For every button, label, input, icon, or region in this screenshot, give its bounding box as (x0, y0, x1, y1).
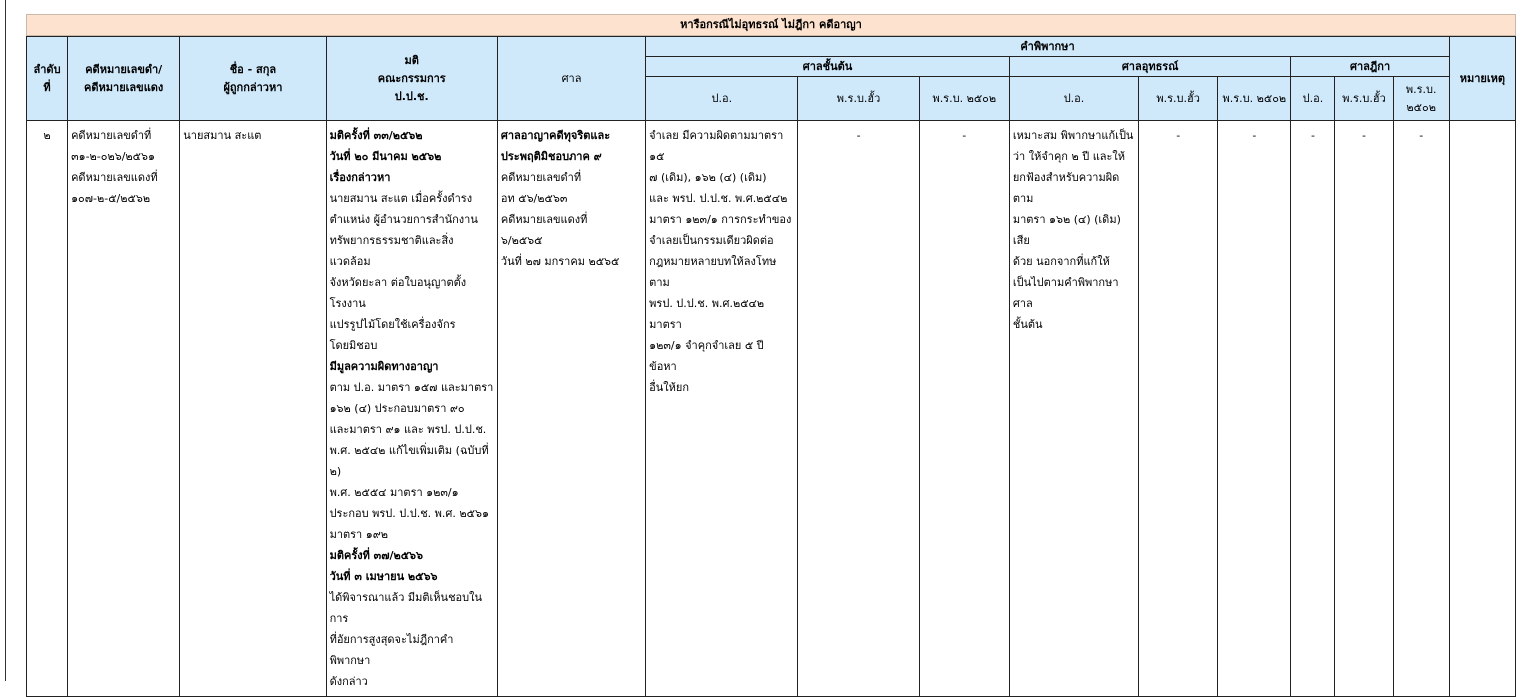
header-supreme-prb-2502: พ.ร.บ. ๒๕๐๒ (1393, 77, 1449, 121)
header-supreme-po: ป.อ. (1291, 77, 1335, 121)
cell-case-no: คดีหมายเลขดำที่ ๓๑-๒-๐๒๖/๒๕๖๑ คดีหมายเลขแดงที่ ๑๐๗-๒-๕/๒๕๖๒ (68, 121, 180, 697)
header-appeal: ศาลอุทธรณ์ (1009, 57, 1291, 77)
cell-supreme-prb-hua: - (1335, 121, 1393, 697)
text-line: มาตรา ๑๙๒ (329, 528, 389, 541)
header-appeal-po: ป.อ. (1009, 77, 1138, 121)
header-first-prb-hua: พ.ร.บ.ฮั้ว (798, 77, 919, 121)
header-case-no: คดีหมายเลขดำ/ คดีหมายเลขแดง (68, 37, 180, 121)
text-line: ศาลอาญาคดีทุจริตและ (500, 129, 611, 142)
text-line: ๑๖๒ (๔) ประกอบมาตรา ๙๐ (329, 402, 465, 415)
cell-first-prb-2502: - (919, 121, 1009, 697)
text-line: และมาตรา ๙๑ และ พรป. ป.ป.ช. (329, 423, 487, 436)
header-resolution: มติ คณะกรรมการ ป.ป.ช. (326, 37, 497, 121)
cell-appeal-prb-hua: - (1139, 121, 1218, 697)
header-first-instance: ศาลชั้นต้น (646, 57, 1010, 77)
text-line: มติครั้งที่ ๓๓/๒๕๖๒ (329, 129, 423, 142)
cell-first-prb-hua: - (798, 121, 919, 697)
cell-first-po (646, 121, 798, 697)
text-line: วันที่ ๒๗ มกราคม ๒๕๖๕ (500, 255, 620, 268)
header-court: ศาล (497, 37, 645, 121)
header-appeal-prb-hua: พ.ร.บ.ฮั้ว (1139, 77, 1218, 121)
text-line: วันที่ ๓ เมษายน ๒๕๖๖ (329, 570, 438, 583)
text-line: ตำแหน่ง ผู้อำนวยการสำนักงาน (329, 213, 478, 226)
cell-appeal-po (1009, 121, 1138, 697)
header-appeal-prb-2502: พ.ร.บ. ๒๕๐๒ (1218, 77, 1291, 121)
table-row (27, 121, 1516, 697)
text-line: ที่อัยการสูงสุดจะไม่ฎีกาคำพิพากษา (329, 633, 454, 667)
text-line: โดยมิชอบ (329, 339, 378, 352)
text-line: พ.ศ. ๒๕๕๔ มาตรา ๑๒๓/๑ (329, 486, 459, 499)
text-line: ประกอบ พรป. ป.ป.ช. พ.ศ. ๒๕๖๑ (329, 507, 489, 520)
header-supreme: ศาลฎีกา (1291, 57, 1449, 77)
cell-remarks (1449, 121, 1515, 697)
case-table (26, 36, 1516, 697)
cell-supreme-po: - (1291, 121, 1335, 697)
window-left-edge (0, 0, 6, 681)
header-first-po: ป.อ. (646, 77, 798, 121)
text-line: เป็นไปตามคำพิพากษาศาล (1012, 276, 1119, 310)
document-sheet (26, 14, 1516, 697)
text-line: ด้วย นอกจากที่แก้ให้ (1012, 255, 1110, 268)
text-line: และ พรป. ป.ป.ช. พ.ศ.๒๕๔๒ (649, 192, 788, 205)
text-line: อื่นให้ยก (649, 381, 690, 394)
text-line: มาตรา ๑๒๓/๑ การกระทำของ (649, 213, 792, 226)
header-remarks: หมายเหตุ (1449, 37, 1515, 121)
text-line: มติครั้งที่ ๓๗/๒๕๖๖ (329, 549, 424, 562)
cell-court (497, 121, 645, 697)
text-line: ตาม ป.อ. มาตรา ๑๕๗ และมาตรา (329, 381, 494, 394)
text-line: กฎหมายหลายบทให้ลงโทษตาม (649, 255, 777, 289)
document-title: หารือกรณีไม่อุทธรณ์ ไม่ฎีกา คดีอาญา (26, 14, 1516, 36)
text-line: ดังกล่าว (329, 675, 368, 688)
cell-name: นายสมาน สะแต (180, 121, 326, 697)
text-line: คดีหมายเลขแดงที่ (500, 213, 588, 226)
text-line: มีมูลความผิดทางอาญา (329, 360, 439, 373)
text-line: ๑๒๓/๑ จำคุกจำเลย ๕ ปี ข้อหา (649, 339, 764, 373)
cell-seq: ๒ (27, 121, 68, 697)
text-line: ชั้นต้น (1012, 318, 1043, 331)
text-line: จำเลย มีความผิดตามมาตรา ๑๕ (649, 129, 784, 163)
text-line: จังหวัดยะลา ต่อใบอนุญาตตั้งโรงงาน (329, 276, 467, 310)
text-line: มาตรา ๑๖๒ (๔) (เดิม) เสีย (1012, 213, 1121, 247)
text-line: นายสมาน สะแต เมื่อครั้งดำรง (329, 192, 473, 205)
header-first-prb-2502: พ.ร.บ. ๒๕๐๒ (919, 77, 1009, 121)
text-line: เรื่องกล่าวหา (329, 171, 391, 184)
text-line: ประพฤติมิชอบภาค ๙ (500, 150, 602, 163)
cell-supreme-prb-2502: - (1393, 121, 1449, 697)
cell-appeal-prb-2502: - (1218, 121, 1291, 697)
text-line: ได้พิจารณาแล้ว มีมติเห็นชอบในการ (329, 591, 483, 625)
header-name: ชื่อ - สกุล ผู้ถูกกล่าวหา (180, 37, 326, 121)
text-line: จำเลยเป็นกรรมเดียวผิดต่อ (649, 234, 774, 247)
header-seq: ลำดับ ที่ (27, 37, 68, 121)
text-line: ว่า ให้จำคุก ๒ ปี และให้ (1012, 150, 1126, 163)
text-line: พรป. ป.ป.ช. พ.ศ.๒๕๔๒ มาตรา (649, 297, 765, 331)
text-line: ยกฟ้องสำหรับความผิดตาม (1012, 171, 1120, 205)
text-line: ๖/๒๕๖๕ (500, 234, 543, 247)
text-line: คดีหมายเลขดำที่ (500, 171, 582, 184)
cell-resolution (326, 121, 497, 697)
text-line: วันที่ ๒๐ มีนาคม ๒๕๖๒ (329, 150, 442, 163)
text-line: พ.ศ. ๒๕๔๒ แก้ไขเพิ่มเติม (ฉบับที่ ๒) (329, 444, 489, 478)
text-line: เหมาะสม พิพากษาแก้เป็น (1012, 129, 1134, 142)
text-line: ๗ (เดิม), ๑๖๒ (๔) (เดิม) (649, 171, 767, 184)
text-line: ทรัพยากรธรรมชาติและสิ่งแวดล้อม (329, 234, 454, 268)
header-judgment: คำพิพากษา (646, 37, 1450, 57)
header-supreme-prb-hua: พ.ร.บ.ฮั้ว (1335, 77, 1393, 121)
text-line: แปรรูปไม้โดยใช้เครื่องจักร (329, 318, 456, 331)
text-line: อท ๕๖/๒๕๖๓ (500, 192, 568, 205)
